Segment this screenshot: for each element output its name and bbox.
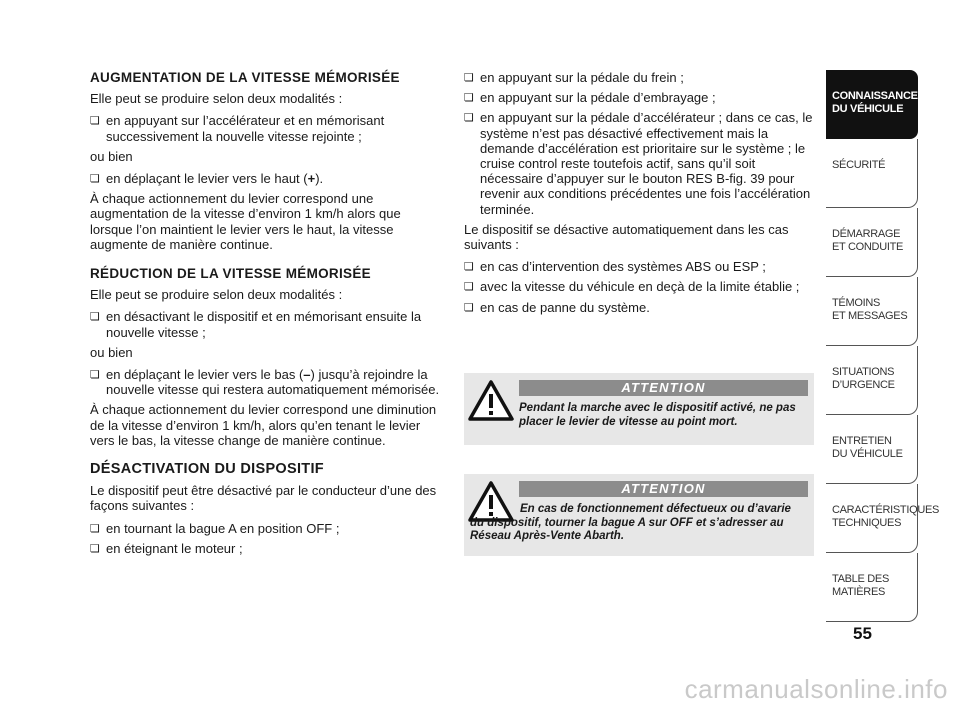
attention-text: En cas de fonctionnement défectueux ou d’avarie du dispositif, tourner la bague A sur OFF et s’adresser au Réseau Après-Vente Abarth. xyxy=(470,503,791,542)
tab-temoins-messages[interactable]: TÉMOINS ET MESSAGES xyxy=(826,277,918,346)
plus-symbol: + xyxy=(307,171,316,187)
list-item: ❏ en éteignant le moteur ; xyxy=(90,541,442,556)
list-item: ❏ en appuyant sur la pédale d’accélérateur ; dans ce cas, le système n’est pas désactivé effectivement mais la demande d’accélération est prioritaire sur le système ; le cruise control reste toutefois actif, sans qu’il soit nécessaire d’appuyer sur le bouton RES B-fig. 39 pour revenir aux conditions précédentes une fois l’accélération terminée. xyxy=(464,110,814,216)
list-item: ❏ en déplaçant le levier vers le haut (+). xyxy=(90,171,442,186)
list-item: ❏ en désactivant le dispositif et en mémorisant ensuite la nouvelle vitesse ; xyxy=(90,309,442,339)
tab-situations-urgence[interactable]: SITUATIONS D’URGENCE xyxy=(826,346,918,415)
paragraph: À chaque actionnement du levier correspond une diminution de la vitesse d’environ 1 km/h, alors qu’en tenant le levier vers le bas, la vitesse change de manière continue. xyxy=(90,402,437,448)
page-number: 55 xyxy=(853,624,872,643)
heading-desactivation: DÉSACTIVATION DU DISPOSITIF xyxy=(90,461,324,478)
paragraph: Le dispositif se désactive automatiquement dans les cas suivants : xyxy=(464,221,789,253)
list-item: ❏ en déplaçant le levier vers le bas (–) jusqu’à rejoindre la nouvelle vitesse qui restera automatiquement mémorisée. xyxy=(90,367,442,397)
tab-caracteristiques-techniques[interactable]: CARACTÉRISTIQUES TECHNIQUES xyxy=(826,484,918,553)
minus-symbol: – xyxy=(303,367,311,383)
heading-reduction: RÉDUCTION DE LA VITESSE MÉMORISÉE xyxy=(90,266,371,282)
paragraph: Elle peut se produire selon deux modalités : xyxy=(90,287,343,303)
left-column xyxy=(90,70,442,561)
list-item: ❏ en cas de panne du système. xyxy=(464,300,814,315)
paragraph: Elle peut se produire selon deux modalités : xyxy=(90,91,343,107)
list-item: ❏ en appuyant sur la pédale d’embrayage ; xyxy=(464,90,814,105)
tab-entretien-vehicule[interactable]: ENTRETIEN DU VÉHICULE xyxy=(826,415,918,484)
attention-text: Pendant la marche avec le dispositif activé, ne pas placer le levier de vitesse au point mort. xyxy=(519,402,796,428)
warning-triangle-icon xyxy=(468,379,514,421)
tab-table-matieres[interactable]: TABLE DES MATIÈRES xyxy=(826,553,918,622)
attention-box xyxy=(464,373,814,445)
list-item: ❏ en cas d’intervention des systèmes ABS ou ESP ; xyxy=(464,259,814,274)
tab-connaissance-vehicule[interactable]: CONNAISSANCE DU VÉHICULE xyxy=(826,70,918,139)
list-item: ❏ en tournant la bague A en position OFF ; xyxy=(90,521,442,536)
tab-demarrage-conduite[interactable]: DÉMARRAGE ET CONDUITE xyxy=(826,208,918,277)
attention-box xyxy=(464,474,814,556)
right-column xyxy=(464,70,814,320)
tab-securite[interactable]: SÉCURITÉ xyxy=(826,139,918,208)
or-text: ou bien xyxy=(90,148,133,164)
heading-augmentation: AUGMENTATION DE LA VITESSE MÉMORISÉE xyxy=(90,70,400,85)
list-item: ❏ en appuyant sur l’accélérateur et en mémorisant successivement la nouvelle vitesse rejointe ; xyxy=(90,113,442,143)
or-text: ou bien xyxy=(90,344,133,360)
paragraph: À chaque actionnement du levier correspond une augmentation de la vitesse d’environ 1 km/h alors que lorsque l’on maintient le levier vers le haut, la vitesse augmente de manière continue. xyxy=(90,191,401,252)
section-tabs xyxy=(826,70,940,622)
attention-title: ATTENTION xyxy=(519,481,808,497)
list-item: ❏ avec la vitesse du véhicule en deçà de la limite établie ; xyxy=(464,279,814,294)
paragraph: Le dispositif peut être désactivé par le conducteur d’une des façons suivantes : xyxy=(90,483,437,514)
watermark: carmanualsonline.info xyxy=(684,674,948,704)
list-item: ❏ en appuyant sur la pédale du frein ; xyxy=(464,70,814,85)
attention-title: ATTENTION xyxy=(519,380,808,396)
